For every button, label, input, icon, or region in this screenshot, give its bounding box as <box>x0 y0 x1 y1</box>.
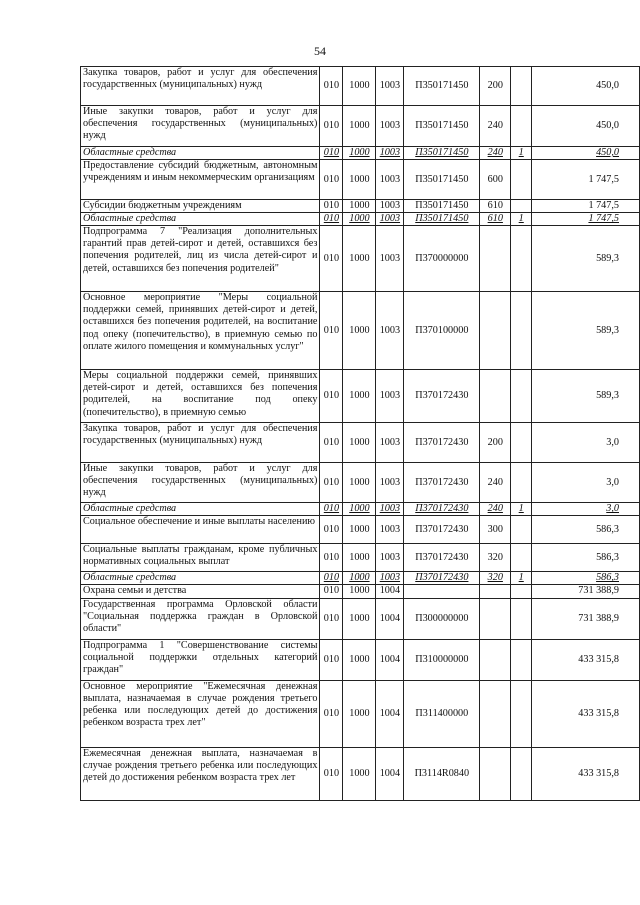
subsection-code-cell: 1004 <box>376 639 404 680</box>
admin-code-cell: 010 <box>320 639 343 680</box>
admin-code-cell: 010 <box>320 598 343 639</box>
subsection-code-cell: 1003 <box>376 160 404 200</box>
section-code-cell: 1000 <box>343 106 376 147</box>
target-code-cell: П300000000 <box>404 598 480 639</box>
source-code-cell <box>511 370 532 423</box>
source-code-cell: 1 <box>511 572 532 585</box>
amount-cell: 1 747,5 <box>532 200 640 213</box>
section-code-cell: 1000 <box>343 544 376 572</box>
section-code-cell: 1000 <box>343 598 376 639</box>
target-code-cell: П370172430 <box>404 370 480 423</box>
row-name-cell: Областные средства <box>81 213 320 226</box>
target-code-cell: П350171450 <box>404 160 480 200</box>
table-body <box>81 67 640 801</box>
table-row <box>81 160 640 200</box>
table-row <box>81 292 640 370</box>
page-number: 54 <box>314 44 326 58</box>
row-name-cell: Иные закупки товаров, работ и услуг для обеспечения государственных (муниципальных) нужд <box>81 463 320 503</box>
source-code-cell <box>511 544 532 572</box>
admin-code-cell: 010 <box>320 226 343 292</box>
source-code-cell <box>511 598 532 639</box>
table-row <box>81 67 640 106</box>
expense-type-cell: 600 <box>480 160 511 200</box>
table-row <box>81 516 640 544</box>
admin-code-cell: 010 <box>320 463 343 503</box>
target-code-cell <box>404 585 480 598</box>
row-name-cell: Подпрограмма 1 "Совершенствование системы социальной поддержки отдельных категорий граждан" <box>81 639 320 680</box>
expense-type-cell <box>480 370 511 423</box>
subsection-code-cell: 1003 <box>376 200 404 213</box>
table-row <box>81 423 640 463</box>
section-code-cell: 1000 <box>343 423 376 463</box>
target-code-cell: П3114R0840 <box>404 747 480 800</box>
row-name-cell: Закупка товаров, работ и услуг для обеспечения государственных (муниципальных) нужд <box>81 67 320 106</box>
table-row <box>81 747 640 800</box>
expense-type-cell: 240 <box>480 147 511 160</box>
table-row <box>81 226 640 292</box>
subsection-code-cell: 1003 <box>376 67 404 106</box>
amount-cell: 450,0 <box>532 67 640 106</box>
expense-type-cell: 320 <box>480 572 511 585</box>
amount-cell: 586,3 <box>532 572 640 585</box>
amount-cell: 3,0 <box>532 423 640 463</box>
target-code-cell: П350171450 <box>404 106 480 147</box>
table-row <box>81 106 640 147</box>
subsection-code-cell: 1003 <box>376 516 404 544</box>
admin-code-cell: 010 <box>320 544 343 572</box>
section-code-cell: 1000 <box>343 680 376 747</box>
amount-cell: 433 315,8 <box>532 680 640 747</box>
admin-code-cell: 010 <box>320 572 343 585</box>
section-code-cell: 1000 <box>343 572 376 585</box>
section-code-cell: 1000 <box>343 67 376 106</box>
admin-code-cell: 010 <box>320 423 343 463</box>
subsection-code-cell: 1003 <box>376 226 404 292</box>
section-code-cell: 1000 <box>343 147 376 160</box>
table-row <box>81 585 640 598</box>
table-row <box>81 213 640 226</box>
table-row <box>81 147 640 160</box>
expense-type-cell <box>480 747 511 800</box>
amount-cell: 589,3 <box>532 292 640 370</box>
source-code-cell: 1 <box>511 147 532 160</box>
amount-cell: 3,0 <box>532 463 640 503</box>
expense-type-cell <box>480 226 511 292</box>
admin-code-cell: 010 <box>320 213 343 226</box>
row-name-cell: Закупка товаров, работ и услуг для обеспечения государственных (муниципальных) нужд <box>81 423 320 463</box>
expense-type-cell: 200 <box>480 67 511 106</box>
subsection-code-cell: 1003 <box>376 423 404 463</box>
subsection-code-cell: 1003 <box>376 292 404 370</box>
table-row <box>81 572 640 585</box>
admin-code-cell: 010 <box>320 200 343 213</box>
amount-cell: 450,0 <box>532 106 640 147</box>
row-name-cell: Основное мероприятие "Меры социальной поддержки семей, принявших детей-сирот и детей, оставшихся без попечения родителей, на воспитание под опеку (попечительство), в приемную семью по оплате жилого помещения и коммунальных услуг" <box>81 292 320 370</box>
expense-type-cell <box>480 598 511 639</box>
source-code-cell: 1 <box>511 503 532 516</box>
source-code-cell <box>511 200 532 213</box>
admin-code-cell: 010 <box>320 585 343 598</box>
subsection-code-cell: 1004 <box>376 747 404 800</box>
target-code-cell: П370172430 <box>404 572 480 585</box>
target-code-cell: П350171450 <box>404 213 480 226</box>
amount-cell: 1 747,5 <box>532 213 640 226</box>
expense-type-cell: 240 <box>480 106 511 147</box>
source-code-cell <box>511 516 532 544</box>
table-row <box>81 370 640 423</box>
amount-cell: 433 315,8 <box>532 747 640 800</box>
source-code-cell <box>511 585 532 598</box>
target-code-cell: П350171450 <box>404 200 480 213</box>
row-name-cell: Государственная программа Орловской области "Социальная поддержка граждан в Орловской области" <box>81 598 320 639</box>
section-code-cell: 1000 <box>343 292 376 370</box>
target-code-cell: П370172430 <box>404 516 480 544</box>
budget-table <box>80 66 640 801</box>
expense-type-cell: 320 <box>480 544 511 572</box>
target-code-cell: П370000000 <box>404 226 480 292</box>
source-code-cell <box>511 160 532 200</box>
target-code-cell: П370172430 <box>404 544 480 572</box>
admin-code-cell: 010 <box>320 292 343 370</box>
source-code-cell <box>511 106 532 147</box>
table-row <box>81 639 640 680</box>
amount-cell: 3,0 <box>532 503 640 516</box>
row-name-cell: Областные средства <box>81 147 320 160</box>
expense-type-cell: 610 <box>480 200 511 213</box>
source-code-cell <box>511 423 532 463</box>
section-code-cell: 1000 <box>343 160 376 200</box>
target-code-cell: П370172430 <box>404 463 480 503</box>
row-name-cell: Ежемесячная денежная выплата, назначаемая в случае рождения третьего ребенка или последующих детей до достижения ребенком возраста трех лет <box>81 747 320 800</box>
section-code-cell: 1000 <box>343 503 376 516</box>
expense-type-cell: 610 <box>480 213 511 226</box>
source-code-cell <box>511 680 532 747</box>
amount-cell: 433 315,8 <box>532 639 640 680</box>
expense-type-cell: 240 <box>480 463 511 503</box>
expense-type-cell: 300 <box>480 516 511 544</box>
admin-code-cell: 010 <box>320 516 343 544</box>
admin-code-cell: 010 <box>320 680 343 747</box>
admin-code-cell: 010 <box>320 147 343 160</box>
row-name-cell: Меры социальной поддержки семей, принявших детей-сирот и детей, оставшихся без попечения родителей, на воспитание под опеку (попечительство), в приемную семью <box>81 370 320 423</box>
section-code-cell: 1000 <box>343 516 376 544</box>
subsection-code-cell: 1003 <box>376 106 404 147</box>
subsection-code-cell: 1003 <box>376 213 404 226</box>
table-row <box>81 598 640 639</box>
table-row <box>81 503 640 516</box>
amount-cell: 450,0 <box>532 147 640 160</box>
amount-cell: 586,3 <box>532 544 640 572</box>
subsection-code-cell: 1003 <box>376 503 404 516</box>
row-name-cell: Иные закупки товаров, работ и услуг для обеспечения государственных (муниципальных) нужд <box>81 106 320 147</box>
subsection-code-cell: 1004 <box>376 598 404 639</box>
row-name-cell: Подпрограмма 7 "Реализация дополнительных гарантий прав детей-сирот и детей, оставшихся без попечения родителей, лиц из числа детей-сирот и детей, оставшихся без попечения родителей" <box>81 226 320 292</box>
subsection-code-cell: 1003 <box>376 463 404 503</box>
source-code-cell <box>511 226 532 292</box>
row-name-cell: Основное мероприятие "Ежемесячная денежная выплата, назначаемая в случае рождения третьего ребенка или последующих детей до достижения ребенком возраста трех лет" <box>81 680 320 747</box>
expense-type-cell <box>480 292 511 370</box>
source-code-cell: 1 <box>511 213 532 226</box>
amount-cell: 731 388,9 <box>532 585 640 598</box>
target-code-cell: П350171450 <box>404 147 480 160</box>
amount-cell: 589,3 <box>532 226 640 292</box>
amount-cell: 731 388,9 <box>532 598 640 639</box>
target-code-cell: П310000000 <box>404 639 480 680</box>
table-row <box>81 544 640 572</box>
target-code-cell: П370172430 <box>404 503 480 516</box>
subsection-code-cell: 1003 <box>376 370 404 423</box>
subsection-code-cell: 1003 <box>376 572 404 585</box>
source-code-cell <box>511 747 532 800</box>
admin-code-cell: 010 <box>320 747 343 800</box>
target-code-cell: П350171450 <box>404 67 480 106</box>
source-code-cell <box>511 292 532 370</box>
admin-code-cell: 010 <box>320 67 343 106</box>
subsection-code-cell: 1004 <box>376 680 404 747</box>
subsection-code-cell: 1003 <box>376 147 404 160</box>
source-code-cell <box>511 67 532 106</box>
source-code-cell <box>511 639 532 680</box>
table-row <box>81 680 640 747</box>
section-code-cell: 1000 <box>343 213 376 226</box>
amount-cell: 1 747,5 <box>532 160 640 200</box>
row-name-cell: Социальное обеспечение и иные выплаты населению <box>81 516 320 544</box>
expense-type-cell: 200 <box>480 423 511 463</box>
target-code-cell: П370100000 <box>404 292 480 370</box>
source-code-cell <box>511 463 532 503</box>
section-code-cell: 1000 <box>343 370 376 423</box>
expense-type-cell <box>480 639 511 680</box>
expense-type-cell: 240 <box>480 503 511 516</box>
section-code-cell: 1000 <box>343 463 376 503</box>
table-row <box>81 200 640 213</box>
admin-code-cell: 010 <box>320 370 343 423</box>
target-code-cell: П370172430 <box>404 423 480 463</box>
table-row <box>81 463 640 503</box>
target-code-cell: П311400000 <box>404 680 480 747</box>
amount-cell: 586,3 <box>532 516 640 544</box>
row-name-cell: Субсидии бюджетным учреждениям <box>81 200 320 213</box>
admin-code-cell: 010 <box>320 160 343 200</box>
subsection-code-cell: 1003 <box>376 544 404 572</box>
subsection-code-cell: 1004 <box>376 585 404 598</box>
section-code-cell: 1000 <box>343 226 376 292</box>
row-name-cell: Социальные выплаты гражданам, кроме публичных нормативных социальных выплат <box>81 544 320 572</box>
section-code-cell: 1000 <box>343 200 376 213</box>
amount-cell: 589,3 <box>532 370 640 423</box>
section-code-cell: 1000 <box>343 747 376 800</box>
expense-type-cell <box>480 585 511 598</box>
admin-code-cell: 010 <box>320 503 343 516</box>
row-name-cell: Областные средства <box>81 572 320 585</box>
section-code-cell: 1000 <box>343 585 376 598</box>
row-name-cell: Областные средства <box>81 503 320 516</box>
row-name-cell: Охрана семьи и детства <box>81 585 320 598</box>
expense-type-cell <box>480 680 511 747</box>
section-code-cell: 1000 <box>343 639 376 680</box>
admin-code-cell: 010 <box>320 106 343 147</box>
row-name-cell: Предоставление субсидий бюджетным, автономным учреждениям и иным некоммерческим организациям <box>81 160 320 200</box>
